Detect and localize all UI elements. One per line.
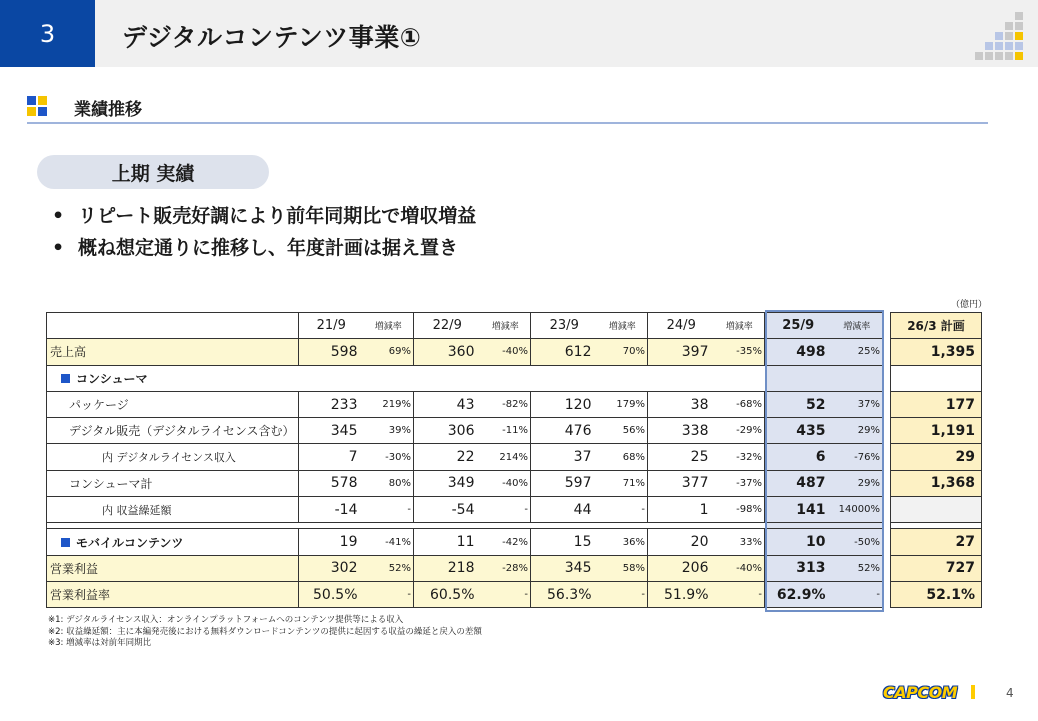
slide-header bbox=[0, 0, 1038, 67]
capcom-logo: CAPCOM bbox=[883, 683, 958, 702]
column-header: 23/9 bbox=[531, 313, 598, 339]
column-header: 21/9 bbox=[299, 313, 364, 339]
table-row: 内 デジタルライセンス収入 7 -30% 22 214% 37 68% 25 -32% 6 -76% bbox=[47, 444, 883, 470]
decorative-squares-icon bbox=[975, 12, 1027, 60]
category-label: コンシューマ bbox=[47, 365, 299, 391]
table-row: モバイルコンテンツ 19 -41% 11 -42% 15 36% 20 33% 10 -50% bbox=[47, 529, 883, 555]
column-header: 22/9 bbox=[414, 313, 481, 339]
section-title: 業績推移 bbox=[74, 100, 142, 120]
table-row: 営業利益率 50.5% - 60.5% - 56.3% - 51.9% - 62.9% - bbox=[47, 581, 883, 607]
table-row: 売上高 598 69% 360 -40% 612 70% 397 -35% 498 25% bbox=[47, 339, 883, 365]
plan-table bbox=[890, 312, 982, 608]
logo-accent-bar bbox=[971, 685, 975, 699]
plan-cell: 27 bbox=[891, 529, 982, 555]
plan-cell: 29 bbox=[891, 444, 982, 470]
plan-cell: 727 bbox=[891, 555, 982, 581]
column-header: 増減率 bbox=[832, 313, 883, 339]
footnote: ※1: デジタルライセンス収入：オンラインプラットフォームへのコンテンツ提供等による収入 bbox=[48, 615, 404, 625]
section-number: 3 bbox=[0, 0, 95, 67]
table-header-row bbox=[47, 313, 883, 339]
table-row: コンシューマ計 578 80% 349 -40% 597 71% 377 -37% 487 29% bbox=[47, 470, 883, 496]
category-label: モバイルコンテンツ bbox=[47, 529, 299, 555]
table-row: デジタル販売（デジタルライセンス含む） 345 39% 306 -11% 476 56% 338 -29% 435 29% bbox=[47, 418, 883, 444]
section-squares-icon bbox=[27, 96, 47, 116]
table-header-row bbox=[891, 313, 982, 339]
plan-cell: 177 bbox=[891, 391, 982, 417]
footnote: ※3: 増減率は対前年同期比 bbox=[48, 638, 152, 648]
footnote: ※2: 収益繰延額：主に本編発売後における無料ダウンロードコンテンツの提供に起因する収益の繰延と戻入の差額 bbox=[48, 626, 482, 637]
section-divider bbox=[27, 122, 988, 124]
blue-square-icon bbox=[61, 374, 70, 383]
column-header: 26/3 計画 bbox=[891, 313, 982, 339]
plan-cell bbox=[891, 365, 982, 391]
column-header: 増減率 bbox=[598, 313, 648, 339]
bullet-item: • リピート販売好調により前年同期比で増収増益 bbox=[52, 205, 477, 227]
plan-cell: 52.1% bbox=[891, 581, 982, 607]
table-row: 営業利益 302 52% 218 -28% 345 58% 206 -40% 313 52% bbox=[47, 555, 883, 581]
plan-cell: 1,368 bbox=[891, 470, 982, 496]
footnotes bbox=[48, 615, 482, 650]
blue-square-icon bbox=[61, 538, 70, 547]
unit-label: （億円） bbox=[951, 300, 988, 310]
slide-title: デジタルコンテンツ事業① bbox=[122, 23, 422, 52]
plan-cell bbox=[891, 497, 982, 523]
page-number: 4 bbox=[1006, 686, 1014, 700]
bullet-item: • 概ね想定通りに推移し、年度計画は据え置き bbox=[52, 237, 459, 259]
column-header: 25/9 bbox=[765, 313, 832, 339]
plan-cell: 1,191 bbox=[891, 418, 982, 444]
results-table bbox=[46, 312, 883, 608]
plan-cell: 1,395 bbox=[891, 339, 982, 365]
table-row: パッケージ 233 219% 43 -82% 120 179% 38 -68% 52 37% bbox=[47, 391, 883, 417]
table-row bbox=[47, 365, 883, 391]
column-header: 増減率 bbox=[364, 313, 414, 339]
period-label: 上期 実績 bbox=[37, 155, 269, 189]
column-header: 増減率 bbox=[481, 313, 531, 339]
table-row: 内 収益繰延額 -14 - -54 - 44 - 1 -98% 141 14000% bbox=[47, 497, 883, 523]
column-header: 増減率 bbox=[715, 313, 765, 339]
column-header: 24/9 bbox=[648, 313, 715, 339]
